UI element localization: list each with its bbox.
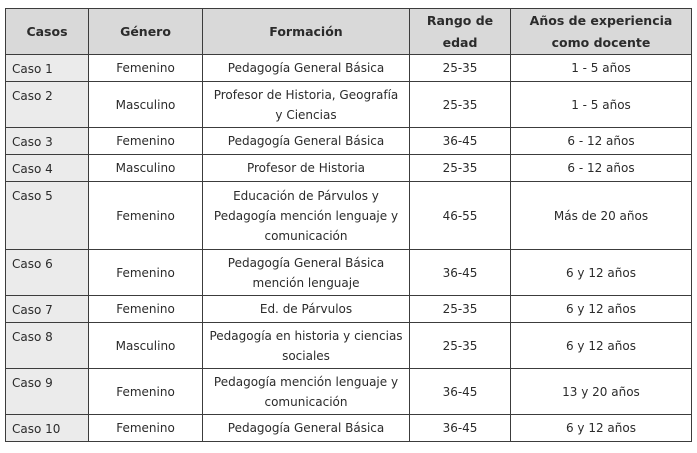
table-container — [5, 8, 692, 442]
cell-caso: Caso 7 — [6, 296, 89, 323]
cell-anos: 6 y 12 años — [511, 250, 692, 296]
cell-formacion: Pedagogía mención lenguaje y comunicación — [203, 369, 410, 415]
cell-genero: Femenino — [89, 182, 203, 250]
cell-caso: Caso 4 — [6, 155, 89, 182]
cell-formacion: Ed. de Párvulos — [203, 296, 410, 323]
cell-anos: 6 y 12 años — [511, 323, 692, 369]
cell-caso: Caso 6 — [6, 250, 89, 296]
table-row — [6, 128, 692, 155]
cell-caso: Caso 1 — [6, 55, 89, 82]
table-row — [6, 55, 692, 82]
cell-rango: 36-45 — [410, 250, 511, 296]
cell-rango: 36-45 — [410, 128, 511, 155]
cell-rango: 25-35 — [410, 323, 511, 369]
table-row — [6, 323, 692, 369]
table-row — [6, 250, 692, 296]
header-row — [6, 9, 692, 55]
cell-formacion: Pedagogía General Básica mención lenguaje — [203, 250, 410, 296]
cell-anos: 1 - 5 años — [511, 82, 692, 128]
cell-anos: Más de 20 años — [511, 182, 692, 250]
cell-genero: Femenino — [89, 55, 203, 82]
cell-rango: 25-35 — [410, 55, 511, 82]
table-row — [6, 296, 692, 323]
cell-caso: Caso 2 — [6, 82, 89, 128]
cell-formacion: Pedagogía en historia y ciencias sociales — [203, 323, 410, 369]
header-genero: Género — [89, 9, 203, 55]
header-casos: Casos — [6, 9, 89, 55]
cell-rango: 46-55 — [410, 182, 511, 250]
cell-anos: 6 y 12 años — [511, 415, 692, 442]
cell-formacion: Pedagogía General Básica — [203, 128, 410, 155]
teachers-table — [5, 8, 692, 442]
table-row — [6, 82, 692, 128]
cell-anos: 6 - 12 años — [511, 128, 692, 155]
cell-caso: Caso 10 — [6, 415, 89, 442]
cell-formacion: Profesor de Historia — [203, 155, 410, 182]
cell-caso: Caso 8 — [6, 323, 89, 369]
cell-rango: 25-35 — [410, 296, 511, 323]
cell-rango: 25-35 — [410, 82, 511, 128]
cell-genero: Femenino — [89, 369, 203, 415]
cell-formacion: Profesor de Historia, Geografía y Ciencias — [203, 82, 410, 128]
cell-genero: Masculino — [89, 82, 203, 128]
cell-genero: Femenino — [89, 415, 203, 442]
cell-genero: Femenino — [89, 128, 203, 155]
cell-rango: 36-45 — [410, 369, 511, 415]
cell-anos: 6 y 12 años — [511, 296, 692, 323]
cell-genero: Masculino — [89, 323, 203, 369]
cell-caso: Caso 5 — [6, 182, 89, 250]
cell-caso: Caso 3 — [6, 128, 89, 155]
table-row — [6, 155, 692, 182]
cell-formacion: Pedagogía General Básica — [203, 415, 410, 442]
cell-genero: Masculino — [89, 155, 203, 182]
cell-formacion: Pedagogía General Básica — [203, 55, 410, 82]
cell-rango: 36-45 — [410, 415, 511, 442]
cell-anos: 1 - 5 años — [511, 55, 692, 82]
cell-caso: Caso 9 — [6, 369, 89, 415]
table-row — [6, 369, 692, 415]
header-rango-edad: Rango de edad — [410, 9, 511, 55]
header-anos-experiencia: Años de experiencia como docente — [511, 9, 692, 55]
table-row — [6, 415, 692, 442]
cell-rango: 25-35 — [410, 155, 511, 182]
cell-anos: 6 - 12 años — [511, 155, 692, 182]
cell-anos: 13 y 20 años — [511, 369, 692, 415]
header-formacion: Formación — [203, 9, 410, 55]
cell-genero: Femenino — [89, 250, 203, 296]
cell-genero: Femenino — [89, 296, 203, 323]
cell-formacion: Educación de Párvulos y Pedagogía mención lenguaje y comunicación — [203, 182, 410, 250]
table-row — [6, 182, 692, 250]
